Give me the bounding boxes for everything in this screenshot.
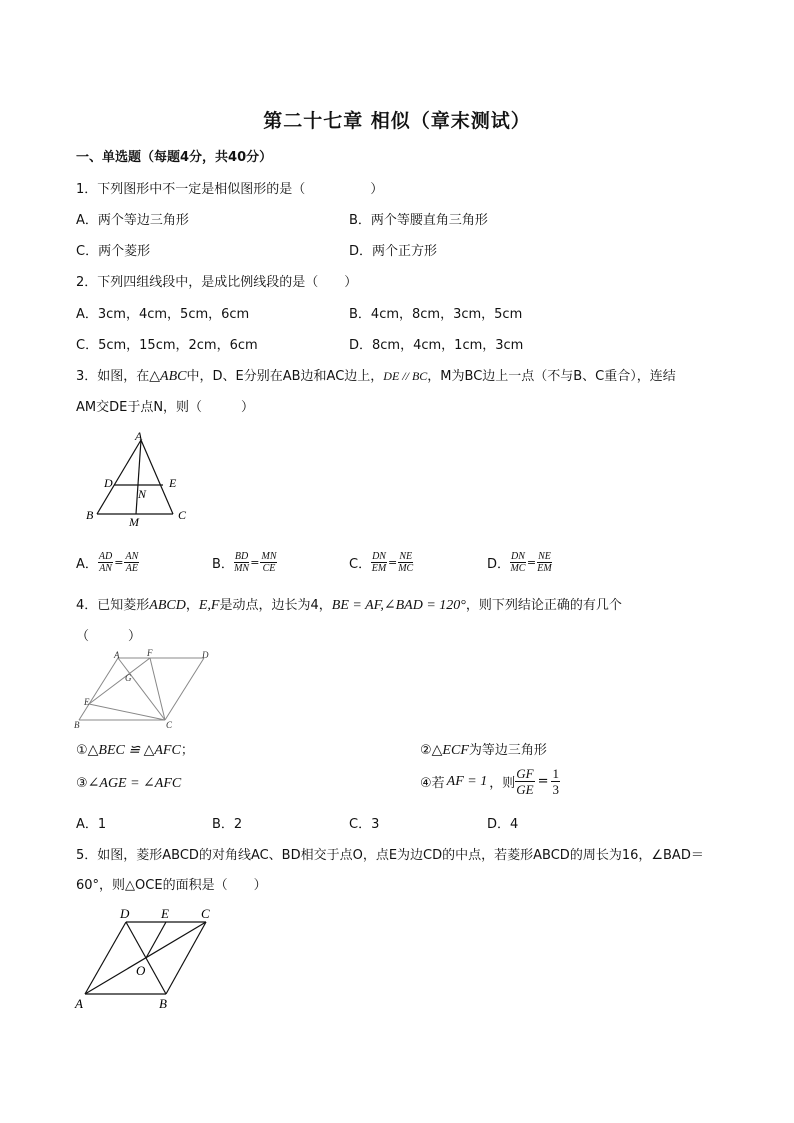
fraction: [371, 551, 387, 574]
denominator: AE: [125, 563, 138, 574]
q3-stem-part: 中，D、E分别在AB边和AC边上，: [186, 369, 384, 384]
q4-stem-part: 是动点，边长为: [219, 598, 311, 613]
q4-stem-part: 4．已知菱形: [76, 598, 150, 613]
conclusion-end: ；: [180, 743, 194, 758]
q4-option-c: C．3: [349, 817, 380, 832]
q4-label-d: D: [202, 650, 209, 660]
q3-stem-line2: AM交DE于点N，则（ ）: [76, 400, 255, 415]
q3-triangle-math: △ABC: [149, 369, 187, 384]
q2-option-c: C．5cm，15cm，2cm，6cm: [76, 338, 258, 353]
q2-option-d: D．8cm，4cm，1cm，3cm: [349, 338, 524, 353]
option-letter: A．: [76, 557, 98, 572]
q2-option-a: A．3cm，4cm，5cm，6cm: [76, 307, 250, 322]
q4-condition-math: BE = AF,∠BAD = 120°: [331, 598, 466, 613]
q4-conclusion-4: [420, 766, 560, 797]
q1-option-d: D．两个正方形: [349, 244, 438, 259]
numerator: BD: [234, 551, 249, 562]
numerator: GF: [516, 766, 534, 781]
page-title: 第二十七章 相似（章末测试）: [263, 110, 531, 132]
q3-option-c: C． $\frac{DN}{EM}$ = $\frac{NE}{MC}$: [349, 551, 414, 574]
numerator: 1: [552, 766, 559, 781]
denominator: MC: [398, 563, 414, 574]
q5-label-c: C: [201, 906, 210, 921]
conclusion-text: ，则: [489, 776, 516, 791]
q1-option-c: C．两个菱形: [76, 244, 151, 259]
q4-option-b: B．2: [212, 817, 243, 832]
numerator: MN: [261, 551, 277, 562]
denominator: MN: [234, 563, 250, 574]
q3-option-a: A． $\frac{AD}{AN}$ = $\frac{AN}{AE}$: [76, 551, 139, 574]
option-letter: B．: [212, 557, 234, 572]
q4-side-length: 4: [310, 598, 319, 613]
conclusion-number: ②: [420, 743, 432, 758]
q4-label-b: B: [74, 720, 80, 730]
option-letter: C．: [349, 557, 372, 572]
conclusion-number: ①: [76, 743, 88, 758]
q4-label-e: E: [84, 697, 90, 707]
q4-stem-part: ，: [185, 598, 199, 613]
q5-label-e: E: [161, 906, 169, 921]
conclusion-math: ∠AGE = ∠AFC: [87, 776, 182, 791]
q4-stem-line2: （ ）: [76, 629, 142, 644]
q3-stem-part: ，M为BC边上一点（不与B、C重合），连结: [427, 369, 676, 384]
q3-stem: [76, 365, 676, 385]
q5-label-d: D: [120, 906, 130, 921]
q1-option-b: B．两个等腰直角三角形: [349, 213, 488, 228]
conclusion-number: ③: [76, 776, 88, 791]
q3-label-d: D: [104, 476, 113, 490]
q4-label-a: A: [114, 650, 120, 660]
fraction: [398, 551, 413, 574]
q4-conclusion-1: [76, 739, 194, 759]
q5-label-a: A: [75, 996, 83, 1011]
q2-option-b: B．4cm，8cm，3cm，5cm: [349, 307, 523, 322]
q4-conclusion-2: [420, 739, 547, 759]
q3-option-d: D． $\frac{DN}{MC}$ = $\frac{NE}{EM}$: [487, 551, 552, 574]
fraction: [515, 766, 534, 797]
q5-figure: [70, 902, 220, 1014]
denominator: AN: [99, 563, 112, 574]
conclusion-text: 为等边三角形: [468, 743, 547, 758]
conclusion-math: AF = 1: [446, 773, 488, 789]
fraction: [234, 551, 249, 574]
q3-label-b: B: [86, 508, 94, 522]
conclusion-math: △BEC ≌ △AFC: [87, 743, 181, 758]
q4-label-f: F: [147, 648, 153, 658]
q1-option-a: A．两个等边三角形: [76, 213, 189, 228]
numerator: NE: [538, 551, 551, 562]
fraction: [537, 551, 552, 574]
q4-conclusion-3: [76, 775, 181, 792]
q3-figure: [80, 428, 200, 528]
denominator: EM: [371, 563, 387, 574]
section-heading: 一、单选题（每题4分，共40分）: [76, 150, 273, 165]
q4-label-g: G: [125, 673, 132, 683]
q4-option-d: D．4: [487, 817, 519, 832]
fraction: [510, 551, 526, 574]
q3-stem-part: 3．如图，在: [76, 369, 150, 384]
q4-label-c: C: [166, 720, 173, 730]
q5-stem-line2: 60°，则△OCE的面积是（ ）: [76, 878, 267, 893]
denominator: EM: [537, 563, 552, 574]
denominator: CE: [262, 563, 276, 574]
denominator: 3: [552, 782, 559, 797]
equals-sign: =: [537, 774, 549, 789]
q2-stem: 2．下列四组线段中，是成比例线段的是（ ）: [76, 275, 358, 290]
q3-label-m: M: [129, 515, 139, 528]
q4-option-a: A．1: [76, 817, 107, 832]
q3-option-b: B． $\frac{BD}{MN}$ = $\frac{MN}{CE}$: [212, 551, 277, 574]
numerator: NE: [399, 551, 413, 562]
fraction: [98, 551, 113, 574]
q1-stem: 1．下列图形中不一定是相似图形的是（ ）: [76, 182, 384, 197]
q3-label-c: C: [178, 508, 187, 522]
q4-stem-part: ，: [318, 598, 332, 613]
fraction: [260, 551, 277, 574]
q4-stem: [76, 594, 622, 614]
q5-stem: 5．如图，菱形ABCD的对角线AC、BD相交于点O，点E为边CD的中点，若菱形ABCD的周长为16，∠BAD＝: [76, 848, 704, 863]
numerator: DN: [511, 551, 525, 562]
q5-label-o: O: [136, 963, 146, 978]
numerator: AD: [98, 551, 113, 562]
q4-figure: [72, 648, 222, 730]
denominator: MC: [510, 563, 526, 574]
q3-label-a: A: [135, 429, 143, 443]
q3-label-e: E: [169, 476, 177, 490]
numerator: AN: [125, 551, 139, 562]
denominator: GE: [516, 782, 534, 797]
q5-label-b: B: [159, 996, 167, 1011]
q3-parallel-math: DE // BC: [383, 369, 428, 383]
conclusion-math: △ECF: [431, 743, 469, 758]
q4-points-math: E,F: [198, 598, 220, 613]
numerator: DN: [372, 551, 386, 562]
q3-label-n: N: [138, 487, 147, 501]
fraction: [551, 766, 560, 797]
fraction: [124, 551, 139, 574]
q4-stem-part: ，则下列结论正确的有几个: [465, 598, 622, 613]
q4-rhombus-math: ABCD: [149, 598, 186, 613]
conclusion-text: ④若: [420, 776, 445, 791]
option-letter: D．: [487, 557, 511, 572]
